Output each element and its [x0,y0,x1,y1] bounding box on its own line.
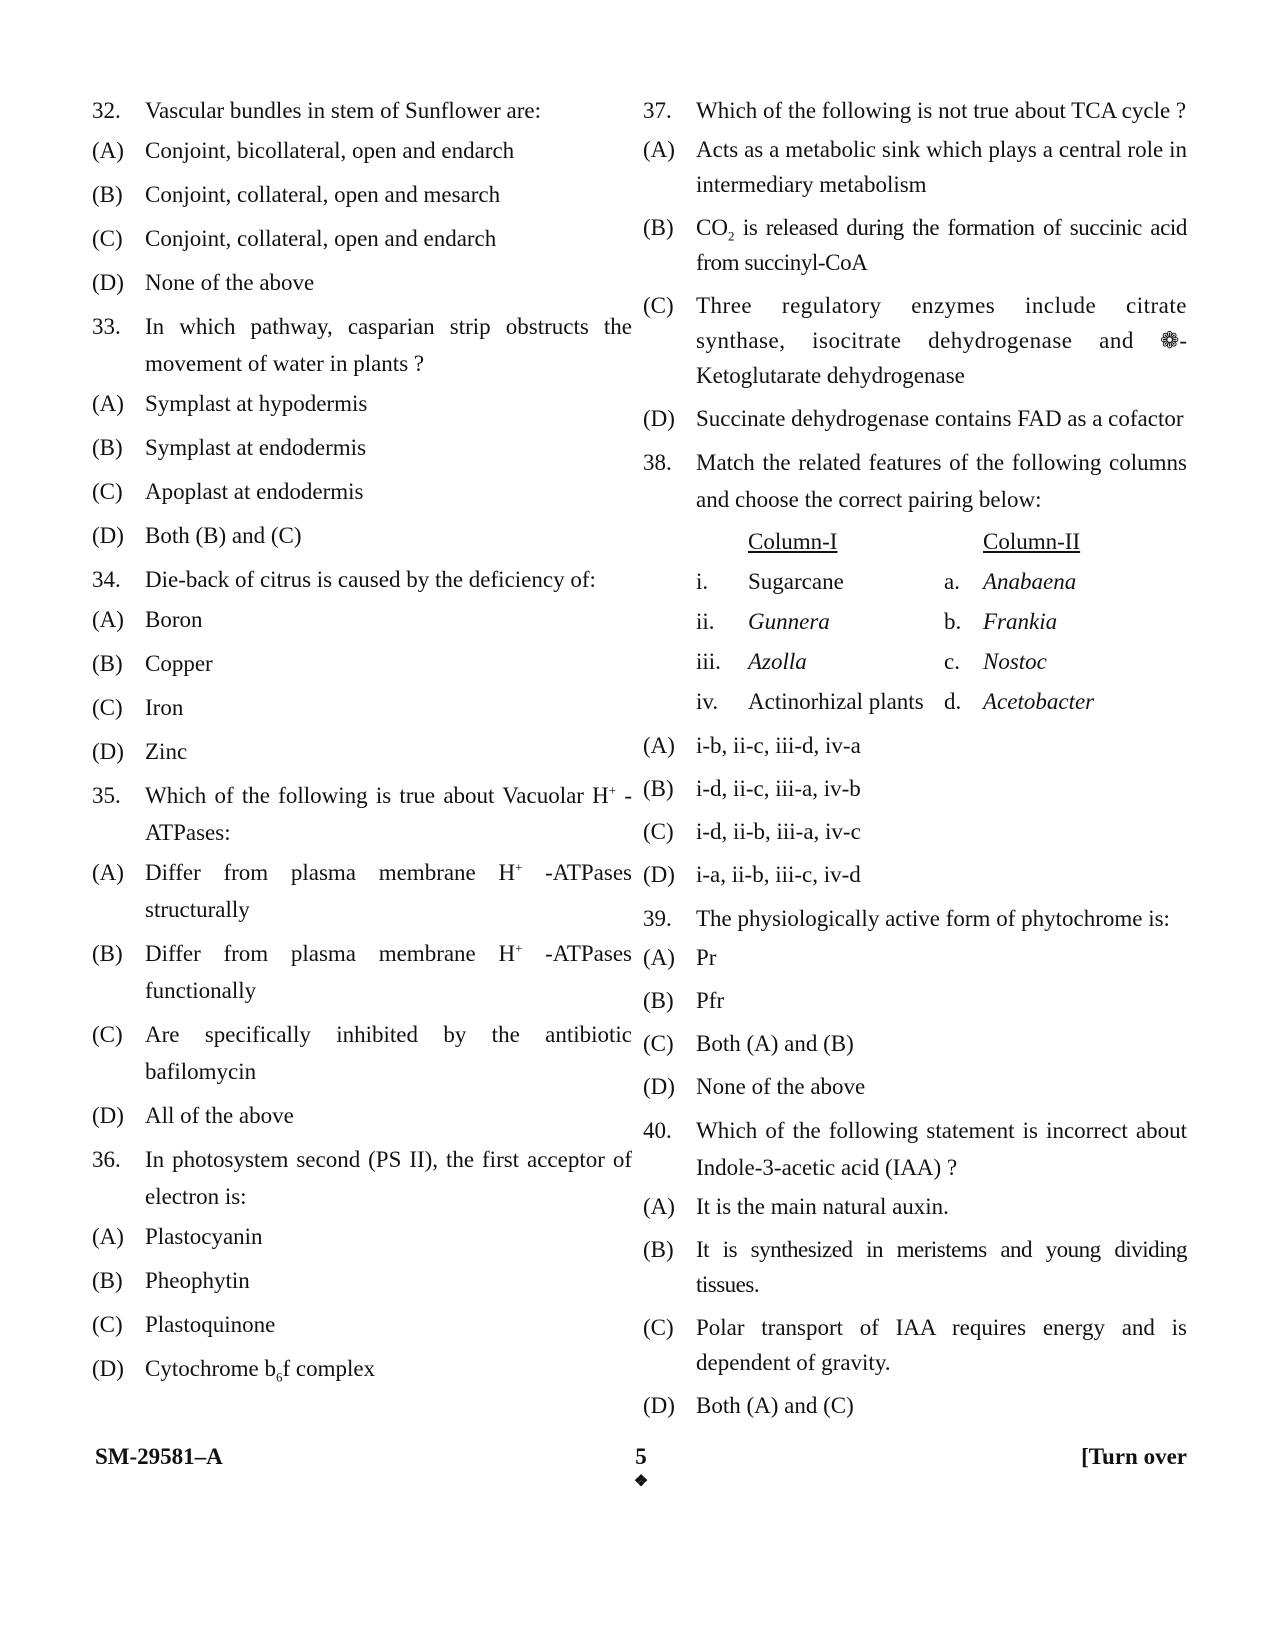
row-letter: a. [944,569,960,594]
option-text: All of the above [145,1103,294,1128]
row-match: Anabaena [983,569,1077,594]
question-number: 38. [643,450,672,475]
left-column [92,92,632,1394]
option-text: is released during the formation of succinic acid from succinyl-CoA [696,215,1187,275]
option-36-c [92,1306,632,1343]
option-label: (A) [92,391,124,416]
option-text: Conjoint, collateral, open and endarch [145,226,497,251]
option-36-a [92,1218,632,1255]
option-text: None of the above [145,270,315,295]
option-label: (A) [643,733,675,758]
row-letter: c. [944,649,960,674]
option-40-c [643,1310,1187,1380]
option-label: (D) [92,1356,124,1381]
question-text: Which of the following is not true about TCA cycle ? [696,98,1187,123]
page-number: 5 [635,1444,647,1469]
option-34-c [92,689,632,726]
question-number: 34. [92,567,121,592]
option-label: (A) [643,945,675,970]
option-label: (B) [92,651,123,676]
turn-over-label: [Turn over [1081,1444,1187,1469]
question-35 [92,777,632,851]
option-39-b [643,983,1187,1018]
option-text: CO [696,215,728,240]
row-letter: d. [944,689,962,714]
option-35-c [92,1016,632,1090]
ornament-icon: ❖ [633,1473,649,1490]
option-text: Plastoquinone [145,1312,276,1337]
option-text: Conjoint, collateral, open and mesarch [145,182,501,207]
row-number: iv. [696,689,719,714]
question-text: The physiologically active form of phytochrome is: [696,906,1170,931]
column-header: Column-II [983,529,1081,554]
option-text: Are specifically inhibited by the antibiotic bafilomycin [145,1022,632,1084]
option-label: (C) [643,293,674,318]
option-text: i-a, ii-b, iii-c, iv-d [696,862,861,887]
option-36-d [92,1350,632,1387]
option-label: (B) [92,1268,123,1293]
row-letter: b. [944,609,962,634]
option-35-d [92,1097,632,1134]
option-label: (C) [643,819,674,844]
option-32-b [92,176,632,213]
option-text: Succinate dehydrogenase contains FAD as a cofactor [696,406,1184,431]
option-36-b [92,1262,632,1299]
option-text: Pheophytin [145,1268,250,1293]
option-32-d [92,264,632,301]
option-37-a [643,132,1187,202]
option-text: Zinc [145,739,188,764]
match-row [696,562,1187,602]
option-text: Three regulatory enzymes include citrate synthase, isocitrate dehydrogenase and [696,293,1187,353]
option-label: (A) [92,1224,124,1249]
page-footer [95,1444,1187,1490]
option-label: (D) [643,406,675,431]
option-text: Pr [696,945,717,970]
question-text: Match the related features of the following columns and choose the correct pairing below: [696,450,1187,512]
match-row [696,642,1187,682]
question-text: Vascular bundles in stem of Sunflower are: [145,98,542,123]
option-label: (C) [92,226,123,251]
option-text: Symplast at endodermis [145,435,367,460]
option-label: (A) [92,860,124,885]
row-number: ii. [696,609,715,634]
row-match: Acetobacter [983,689,1095,714]
match-row [696,682,1187,722]
question-33 [92,308,632,382]
option-text: Both (B) and (C) [145,523,302,548]
question-number: 39. [643,906,672,931]
option-39-c [643,1026,1187,1061]
option-text: Acts as a metabolic sink which plays a central role in intermediary metabolism [696,137,1187,197]
question-number: 33. [92,314,121,339]
option-text: -ATPases functionally [145,941,632,1003]
option-text: None of the above [696,1074,866,1099]
option-text: -ATPases structurally [145,860,632,922]
question-text-part: Which of the following is true about Vacuolar H [145,783,609,808]
option-40-a [643,1189,1187,1224]
match-header-row [696,522,1187,562]
question-number: 37. [643,98,672,123]
question-40 [643,1112,1187,1186]
option-39-a [643,940,1187,975]
option-label: (B) [643,215,674,240]
option-text: Conjoint, bicollateral, open and endarch [145,138,515,163]
option-34-a [92,601,632,638]
option-text: i-d, ii-c, iii-a, iv-b [696,776,861,801]
subscript: 2 [727,228,735,244]
option-38-a [643,728,1187,763]
question-number: 35. [92,783,121,808]
option-32-c [92,220,632,257]
option-33-c [92,473,632,510]
option-35-b [92,935,632,1009]
option-34-b [92,645,632,682]
option-text: Boron [145,607,203,632]
option-label: (D) [92,270,124,295]
option-label: (C) [643,1315,674,1340]
option-text: - Ketoglutarate dehydrogenase [696,328,1187,388]
question-36 [92,1141,632,1215]
option-text: Differ from plasma membrane H [145,860,516,885]
column-header: Column-I [748,529,838,554]
question-text: Die-back of citrus is caused by the deficiency of: [145,567,596,592]
option-label: (C) [92,695,123,720]
option-text: f complex [282,1356,376,1381]
option-label: (C) [643,1031,674,1056]
question-text: In photosystem second (PS II), the first acceptor of electron is: [145,1147,632,1209]
option-text: i-b, ii-c, iii-d, iv-a [696,733,861,758]
option-label: (B) [92,435,123,460]
option-text: Copper [145,651,213,676]
option-37-c [643,288,1187,393]
question-39 [643,900,1187,937]
right-column [643,92,1187,1431]
option-text: Pfr [696,988,725,1013]
option-38-b [643,771,1187,806]
option-label: (B) [92,182,123,207]
row-item: Azolla [748,649,807,674]
option-label: (A) [92,138,124,163]
alpha-symbol-icon: ❁ [1160,328,1180,353]
subscript: 6 [275,1369,283,1385]
row-item: Gunnera [748,609,830,634]
option-text: Apoplast at endodermis [145,479,364,504]
option-label: (A) [643,1194,675,1219]
option-text: Both (A) and (C) [696,1393,854,1418]
question-number: 32. [92,98,121,123]
question-text: In which pathway, casparian strip obstructs the movement of water in plants ? [145,314,632,376]
superscript: + [608,782,617,798]
question-number: 36. [92,1147,121,1172]
option-33-a [92,385,632,422]
question-38 [643,444,1187,518]
option-label: (B) [643,776,674,801]
option-text: Cytochrome b [145,1356,276,1381]
option-33-b [92,429,632,466]
option-label: (C) [92,1312,123,1337]
option-38-d [643,857,1187,892]
option-text: Polar transport of IAA requires energy and is dependent of gravity. [696,1315,1187,1375]
option-label: (B) [92,941,123,966]
option-text: It is the main natural auxin. [696,1194,949,1219]
option-label: (B) [643,988,674,1013]
option-38-c [643,814,1187,849]
row-item: Sugarcane [748,569,844,594]
match-table [696,522,1187,722]
option-label: (C) [92,1022,123,1047]
option-text: Iron [145,695,184,720]
option-label: (D) [92,1103,124,1128]
option-text: i-d, ii-b, iii-a, iv-c [696,819,861,844]
question-text: Which of the following statement is incorrect about Indole-3-acetic acid (IAA) ? [696,1118,1187,1180]
option-35-a [92,854,632,928]
option-label: (D) [643,862,675,887]
option-39-d [643,1069,1187,1104]
option-label: (C) [92,479,123,504]
option-text: Symplast at hypodermis [145,391,368,416]
option-34-d [92,733,632,770]
option-text: Plastocyanin [145,1224,263,1249]
superscript: + [515,859,523,875]
option-text: It is synthesized in meristems and young dividing tissues. [696,1237,1187,1297]
row-number: iii. [696,649,721,674]
row-number: i. [696,569,709,594]
paper-code: SM-29581–A [95,1444,223,1469]
option-37-d [643,401,1187,436]
option-label: (D) [92,523,124,548]
option-label: (D) [92,739,124,764]
question-number: 40. [643,1118,672,1143]
superscript: + [515,940,523,956]
option-text: Both (A) and (B) [696,1031,854,1056]
option-33-d [92,517,632,554]
question-text-part: - ATPases: [145,783,632,845]
option-label: (A) [643,137,675,162]
question-34 [92,561,632,598]
option-label: (D) [643,1074,675,1099]
option-37-b [643,210,1187,280]
option-40-b [643,1232,1187,1302]
option-32-a [92,132,632,169]
question-text [145,777,632,851]
question-32 [92,92,632,129]
row-match: Nostoc [983,649,1047,674]
question-37 [643,92,1187,129]
row-item: Actinorhizal plants [748,689,924,714]
option-label: (A) [92,607,124,632]
option-40-d [643,1388,1187,1423]
option-label: (D) [643,1393,675,1418]
row-match: Frankia [983,609,1058,634]
option-label: (B) [643,1237,674,1262]
option-text: Differ from plasma membrane H [145,941,516,966]
match-row [696,602,1187,642]
